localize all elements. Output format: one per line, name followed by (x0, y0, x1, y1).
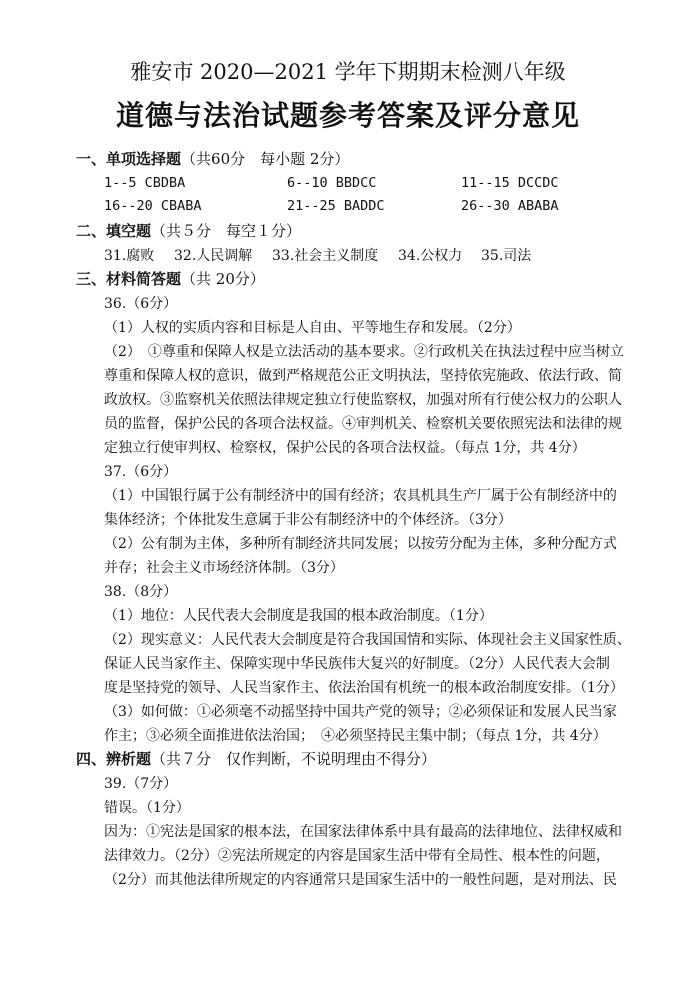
section-meta: （共 20分） (181, 270, 265, 288)
answer-line: （2） ①尊重和保障人权是立法活动的基本要求。②行政机关在执法过程中应当树立 (104, 344, 624, 360)
answer-line: （3）如何做：①必须毫不动摇坚持中国共产党的领导；②必须保证和发展人民当家 (104, 704, 617, 720)
answer-line: 因为：①宪法是国家的根本法，在国家法律体系中具有最高的法律地位、法律权威和 (104, 824, 622, 840)
fill-answer: 32.人民调解 (174, 248, 253, 264)
answer-line: （2）现实意义：人民代表大会制度是符合我国国情和实际、体现社会主义国家性质、 (104, 632, 631, 648)
fill-answer: 31.腐败 (104, 248, 155, 264)
question-number: 36.（6分） (104, 296, 178, 312)
fill-answer: 34.公权力 (398, 248, 463, 264)
section-meta: （共７分 仅作判断，不说明理由不得分） (151, 750, 437, 768)
question-number: 39.（7分） (104, 776, 178, 792)
section-number: 三、 (76, 270, 107, 288)
answer-group: 6--10 BBDCC (287, 175, 377, 191)
section-name: 填空题 (106, 222, 152, 240)
fill-answer: 35.司法 (481, 248, 532, 264)
section-heading (76, 220, 301, 241)
section-meta: （共60分 每小题 2分） (181, 150, 350, 168)
answer-line: 并存；社会主义市场经济体制。（3分） (104, 560, 344, 576)
answer-line: （2）公有制为主体，多种所有制经济共同发展；以按劳分配为主体，多种分配方式 (104, 536, 617, 552)
answer-line: 作主；③必须全面推进依法治国； ④必须坚持民主集中制；（每点 1分，共 4分） (104, 728, 607, 744)
answer-line: 度是坚持党的领导、人民当家作主、依法治国有机统一的根本政治制度安排。（1分） (104, 680, 624, 696)
section-meta: （共５分 每空１分） (151, 222, 302, 240)
answer-line: 保证人民当家作主、保障实现中华民族伟大复兴的好制度。（2分）人民代表大会制 (104, 656, 610, 672)
answer-group: 1--5 CBDBA (104, 175, 186, 191)
answer-line: （2分）而其他法律所规定的内容通常只是国家生活中的一般性问题，是对刑法、民 (104, 872, 617, 888)
answer-group: 26--30 ABABA (461, 198, 559, 214)
question-number: 37.（6分） (104, 464, 178, 480)
answer-line: 员的监督，保护公民的各项合法权益。④审判机关、检察机关要依照宪法和法律的规 (104, 416, 622, 432)
section-name: 材料简答题 (106, 270, 182, 288)
section-heading (76, 148, 349, 169)
answer-line: （1）中国银行属于公有制经济中的国有经济；农具机具生产厂属于公有制经济中的 (104, 488, 617, 504)
answer-line: （1）地位：人民代表大会制度是我国的根本政治制度。（1分） (104, 608, 493, 624)
section-heading (76, 748, 436, 769)
answer-line: 尊重和保障人权的意识，做到严格规范公正文明执法，坚持依宪施政、依法行政、简 (104, 368, 622, 384)
answer-group: 21--25 BADDC (287, 198, 385, 214)
answer-group: 11--15 DCCDC (461, 175, 559, 191)
answer-line: 集体经济；个体批发生意属于非公有制经济中的个体经济。（3分） (104, 512, 512, 528)
exam-subtitle: 雅安市 2020—2021 学年下期期末检测八年级 (130, 60, 566, 84)
answer-group: 16--20 CBABA (104, 198, 202, 214)
answer-line: 法律效力。（2分）②宪法所规定的内容是国家生活中带有全局性、根本性的问题， (104, 848, 610, 864)
answer-line: 错误。（1分） (104, 800, 190, 816)
fill-answer: 33.社会主义制度 (272, 248, 379, 264)
section-name: 辨析题 (106, 750, 152, 768)
answer-line: （1）人权的实质内容和目标是人自由、平等地生存和发展。（2分） (104, 320, 521, 336)
section-heading (76, 268, 265, 289)
page-title: 道德与法治试题参考答案及评分意见 (115, 99, 580, 132)
section-name: 单项选择题 (106, 150, 182, 168)
section-number: 四、 (76, 750, 107, 768)
answer-line: 定独立行使审判权、检察权，保护公民的各项合法权益。（每点 1分，共 4分） (104, 440, 586, 456)
section-number: 一、 (76, 150, 107, 168)
answer-line: 政放权。③监察机关依照法律规定独立行使监察权，加强对所有行使公权力的公职人 (104, 392, 622, 408)
question-number: 38.（8分） (104, 584, 178, 600)
section-number: 二、 (76, 222, 107, 240)
